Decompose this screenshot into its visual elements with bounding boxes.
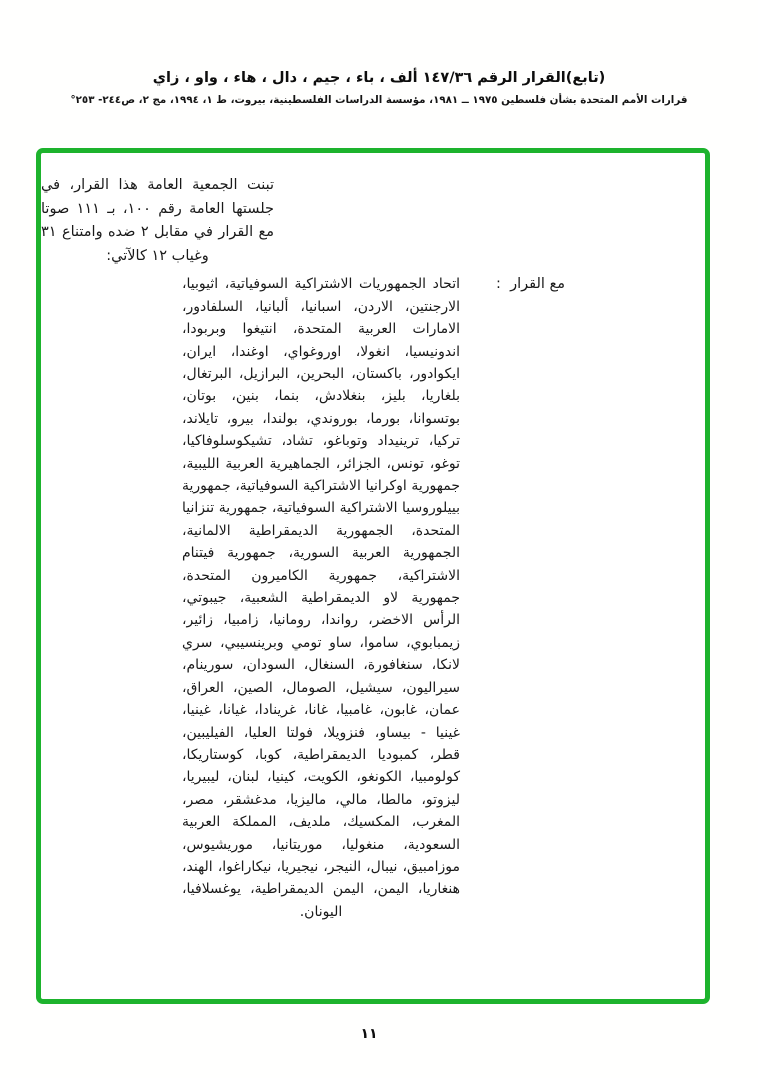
vote-label: مع القرار : — [495, 276, 565, 293]
vote-record-row — [41, 273, 565, 923]
countries-paragraph: اتحاد الجمهوريات الاشتراكية السوفياتية، اثيوبيا، الارجنتين، الاردن، اسبانيا، ألبانيا، السلفادور، الامارات العربية المتحدة، انتيغوا وبربودا، اندونيسيا، انغولا، اوروغواي، اوغندا، ايران، ايكوادور، باكستان، البحرين، البرازيل، البرتغال، بلغاريا، بليز، بنغلادش، بنما، بنين، بوتان، بوتسوانا، بورما، بوروندي، بولندا، بيرو، تايلاند، تركيا، ترينيداد وتوباغو، تشاد، تشيكوسلوفاكيا، توغو، تونس، الجزائر، الجماهيرية العربية الليبية، جمهورية اوكرانيا الاشتراكية السوفياتية، جمهورية بييلوروسيا الاشتراكية السوفياتية، جمهورية تنزانيا المتحدة، الجمهورية الديمقراطية الالمانية، الجمهورية العربية السورية، جمهورية فيتنام الاشتراكية، جمهورية الكاميرون المتحدة، جمهورية لاو الديمقراطية الشعبية، جيبوتي، الرأس الاخضر، رواندا، رومانيا، زامبيا، زائير، زيمبابوي، ساموا، ساو تومي وبرينسيبي، سري لانكا، سنغافورة، السنغال، السودان، سورينام، سيراليون، سيشيل، الصومال، الصين، العراق، عمان، غابون، غامبيا، غانا، غرينادا، غيانا، غينيا، غينيا - بيساو، فنزويلا، فولتا العليا، الفيليبين، قطر، كمبوديا الديمقراطية، كوبا، كوستاريكا، كولومبيا، الكونغو، الكويت، كينيا، لبنان، ليبيريا، ليزوتو، مالطا، مالي، ماليزيا، مدغشقر، مصر، المغرب، المكسيك، ملديف، المملكة العربية السعودية، منغوليا، موريتانيا، موريشيوس، موزامبيق، نيبال، النيجر، نيجيريا، نيكاراغوا، الهند، هنغاريا، اليمن، اليمن الديمقراطية، يوغسلافيا، اليونان. — [182, 276, 460, 920]
page-header — [30, 70, 728, 106]
resolution-title: (تابع)القرار الرقم ١٤٧/٣٦ ألف ، باء ، جيم ، دال ، هاء ، واو ، زاي — [152, 70, 606, 86]
green-border-box — [36, 148, 710, 1004]
intro-paragraph: تبنت الجمعية العامة هذا القرار، في جلستها العامة رقم ١٠٠، بـ ١١١ صوتا مع القرار في مقابل ٢ ضده وامتناع ٣١ وغياب ١٢ كالآتي: — [41, 177, 274, 264]
source-citation: قرارات الأمم المتحدة بشأن فلسطين ١٩٧٥ ــ ١٩٨١، مؤسسة الدراسات الفلسطينية، بيروت، ط ١، ١٩٩٤، مج ٢، ص٢٤٤- ٢٥٣° — [70, 94, 688, 106]
page-number: ١١ — [360, 1026, 378, 1042]
